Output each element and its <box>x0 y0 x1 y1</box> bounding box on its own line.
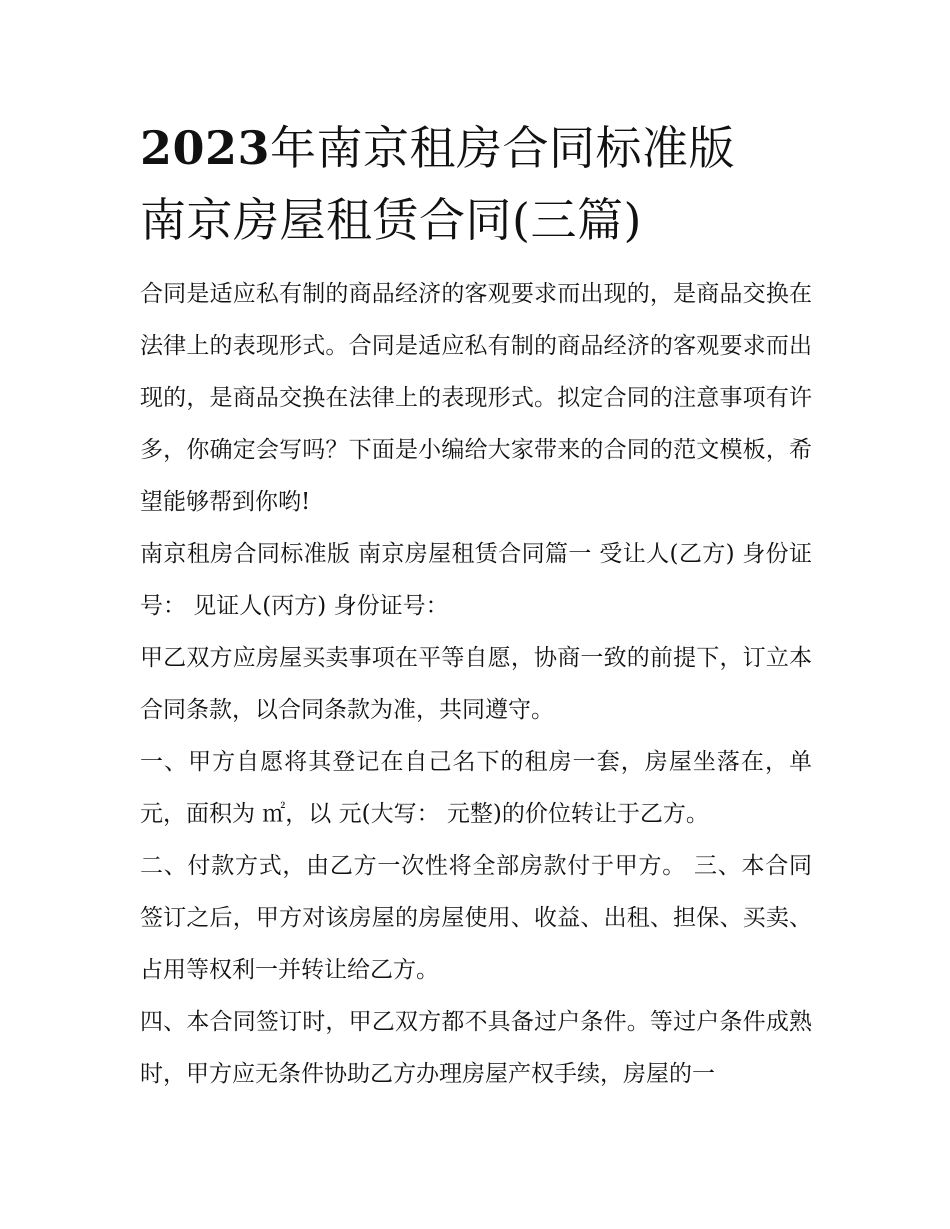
paragraph-intro: 合同是适应私有制的商品经济的客观要求而出现的，是商品交换在法律上的表现形式。合同是适应私有制的商品经济的客观要求而出现的，是商品交换在法律上的表现形式。拟定合同的注意事项有许多，你确定会写吗？下面是小编给大家带来的合同的范文模板，希望能够帮到你哟! <box>140 281 812 515</box>
title-year: 2023 <box>140 121 271 175</box>
title-line-2: 南京房屋租赁合同(三篇) <box>140 193 642 247</box>
paragraph-agreement: 甲乙双方应房屋买卖事项在平等自愿，协商一致的前提下，订立本合同条款，以合同条款为准，共同遵守。 <box>140 645 812 723</box>
paragraph-clause-2-3: 二、付款方式，由乙方一次性将全部房款付于甲方。 三、本合同签订之后，甲方对该房屋的房屋使用、收益、出租、担保、买卖、占用等权利一并转让给乙方。 <box>140 853 812 983</box>
document-page <box>140 112 812 1100</box>
document-title <box>140 112 812 256</box>
paragraph-parties: 南京租房合同标准版 南京房屋租赁合同篇一 受让人(乙方) 身份证号： 见证人(丙方) 身份证号： <box>140 541 812 619</box>
title-line-1 <box>140 112 812 184</box>
paragraph-clause-4: 四、本合同签订时，甲乙双方都不具备过户条件。等过户条件成熟时，甲方应无条件协助乙方办理房屋产权手续，房屋的一 <box>140 1009 812 1087</box>
title-line-1-text: 年南京租房合同标准版 <box>270 121 736 175</box>
paragraph-clause-1: 一、甲方自愿将其登记在自己名下的租房一套，房屋坐落在，单元，面积为 ㎡，以 元(大写： 元整)的价位转让于乙方。 <box>140 749 812 827</box>
